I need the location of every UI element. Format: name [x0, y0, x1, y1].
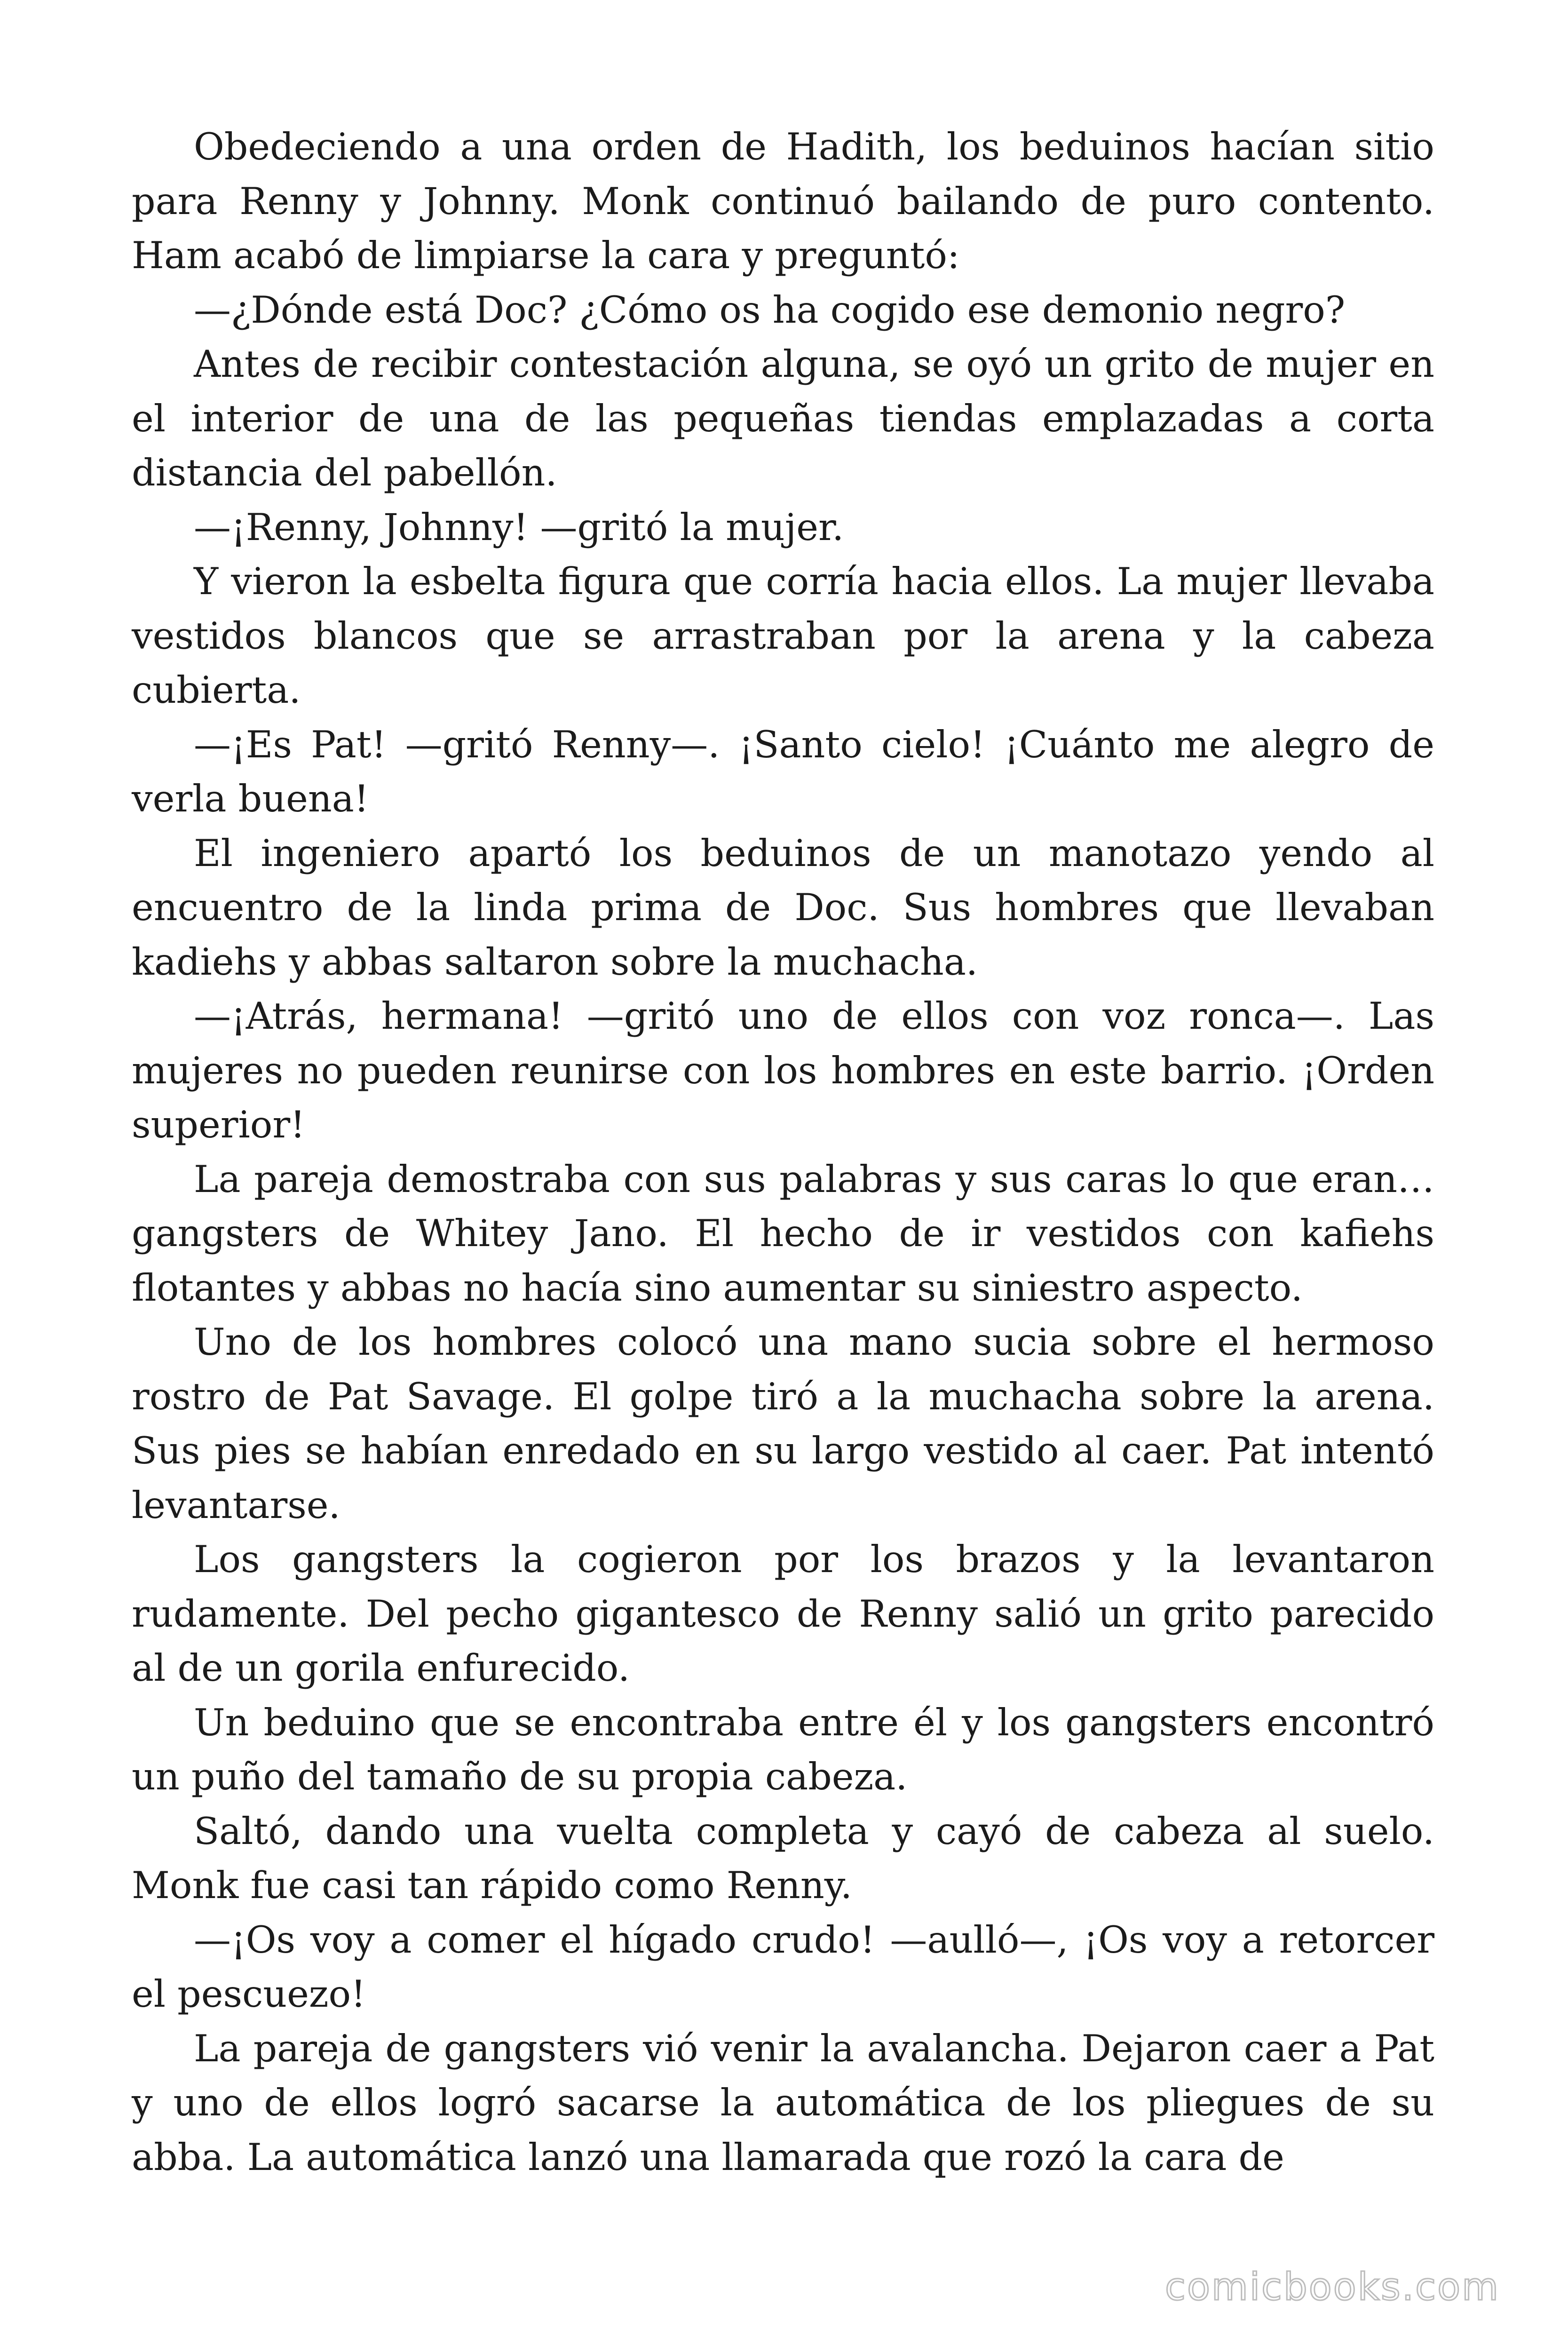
paragraph: Uno de los hombres colocó una mano sucia sobre el hermoso rostro de Pat Savage. El golpe tiró a la muchacha sobre la arena. Sus pies se habían enredado en su largo vestido al caer. Pat intentó levantarse.	[132, 1320, 1434, 1527]
paragraph: El ingeniero apartó los beduinos de un manotazo yendo al encuentro de la linda prima de Doc. Sus hombres que llevaban kadiehs y abbas saltaron sobre la muchacha.	[132, 831, 1434, 984]
paragraph: La pareja de gangsters vió venir la avalancha. Dejaron caer a Pat y uno de ellos logró sacarse la automática de los pliegues de su abba. La automática lanzó una llamarada que rozó la cara de	[132, 2026, 1434, 2179]
paragraph: Saltó, dando una vuelta completa y cayó de cabeza al suelo. Monk fue casi tan rápido como Renny.	[132, 1809, 1434, 1907]
paragraph: Y vieron la esbelta figura que corría hacia ellos. La mujer llevaba vestidos blancos que se arrastraban por la arena y la cabeza cubierta.	[132, 560, 1434, 712]
paragraph: —¿Dónde está Doc? ¿Cómo os ha cogido ese demonio negro?	[194, 288, 1346, 332]
paragraph: —¡Os voy a comer el hígado crudo! —aulló—, ¡Os voy a retorcer el pescuezo!	[132, 1918, 1434, 2016]
page-text	[132, 120, 1434, 2185]
paragraph: Los gangsters la cogieron por los brazos y la levantaron rudamente. Del pecho gigantesco de Renny salió un grito parecido al de un gorila enfurecido.	[132, 1538, 1434, 1690]
paragraph: —¡Es Pat! —gritó Renny—. ¡Santo cielo! ¡Cuánto me alegro de verla buena!	[132, 723, 1434, 820]
watermark: comicbooks.com	[1164, 2265, 1500, 2309]
paragraph: Un beduino que se encontraba entre él y los gangsters encontró un puño del tamaño de su propia cabeza.	[132, 1700, 1434, 1798]
paragraph: —¡Renny, Johnny! —gritó la mujer.	[194, 505, 844, 549]
paragraph: Obedeciendo a una orden de Hadith, los beduinos hacían sitio para Renny y Johnny. Monk continuó bailando de puro contento. Ham acabó de limpiarse la cara y preguntó:	[132, 125, 1434, 277]
paragraph: —¡Atrás, hermana! —gritó uno de ellos con voz ronca—. Las mujeres no pueden reunirse con los hombres en este barrio. ¡Orden superior!	[132, 994, 1434, 1146]
paragraph: Antes de recibir contestación alguna, se oyó un grito de mujer en el interior de una de las pequeñas tiendas emplazadas a corta distancia del pabellón.	[132, 342, 1434, 494]
paragraph: La pareja demostraba con sus palabras y sus caras lo que eran… gangsters de Whitey Jano. El hecho de ir vestidos con kafiehs flotantes y abbas no hacía sino aumentar su siniestro aspecto.	[132, 1157, 1434, 1310]
